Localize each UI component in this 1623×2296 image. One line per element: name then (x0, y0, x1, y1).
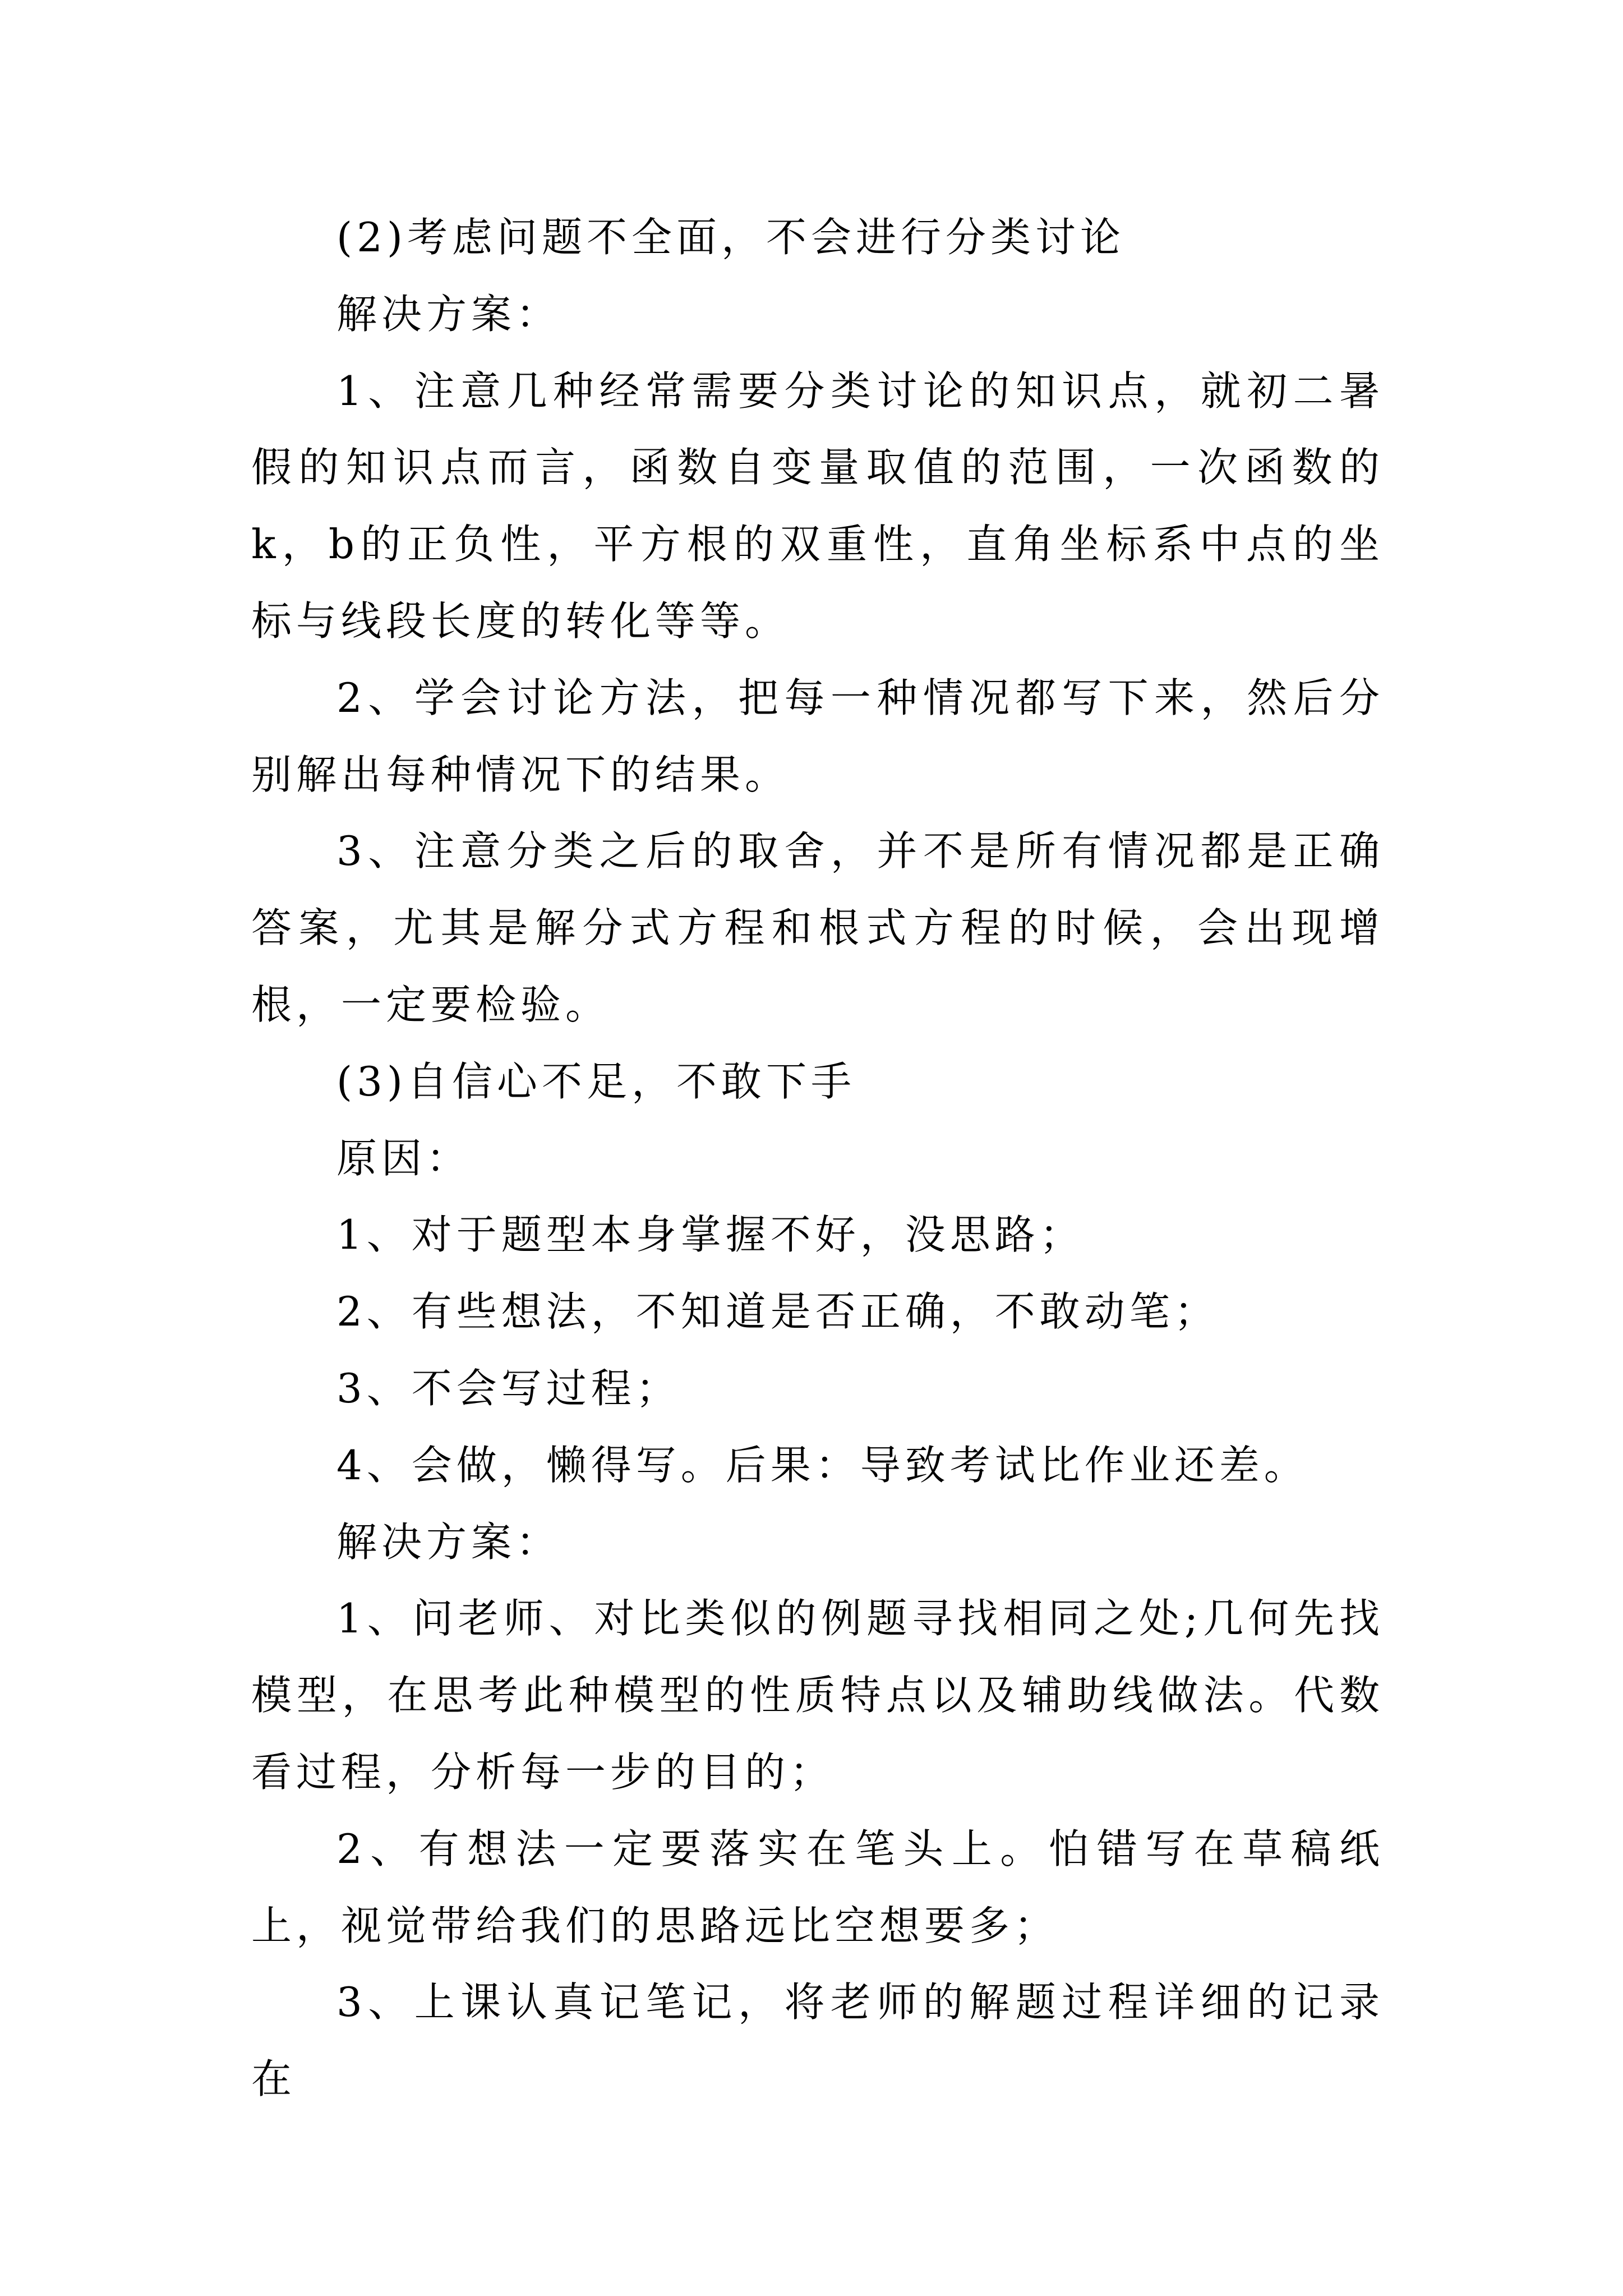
cause-item-2: 2、有些想法，不知道是否正确，不敢动笔； (336, 1288, 1219, 1336)
solution-2-item-2: 2、有想法一定要落实在笔头上。怕错写在草稿纸上，视觉带给我们的思路远比空想要多； (251, 1825, 1384, 1949)
label-solution-2: 解决方案： (336, 1518, 561, 1566)
solution-item-3: 3、注意分类之后的取舍，并不是所有情况都是正确答案，尤其是解分式方程和根式方程的时候，会出现增根，一定要检验。 (251, 827, 1384, 1028)
heading-issue-2: (2)考虑问题不全面，不会进行分类讨论 (336, 214, 1125, 261)
cause-item-3: 3、不会写过程； (336, 1364, 681, 1412)
solution-item-2: 2、学会讨论方法，把每一种情况都写下来，然后分别解出每种情况下的结果。 (251, 674, 1384, 798)
solution-2-item-1: 1、问老师、对比类似的例题寻找相同之处;几何先找模型，在思考此种模型的性质特点以及辅助线做法。代数看过程，分析每一步的目的； (251, 1595, 1384, 1796)
solution-item-1: 1、注意几种经常需要分类讨论的知识点，就初二暑假的知识点而言，函数自变量取值的范围，一次函数的k，b的正负性，平方根的双重性，直角坐标系中点的坐标与线段长度的转化等等。 (251, 367, 1384, 645)
label-cause: 原因： (336, 1134, 472, 1182)
solution-2-item-3: 3、上课认真记笔记，将老师的解题过程详细的记录在 (251, 1978, 1384, 2103)
cause-item-1: 1、对于题型本身掌握不好，没思路； (336, 1211, 1085, 1259)
document-body (251, 199, 1384, 2118)
heading-issue-3: (3)自信心不足，不敢下手 (336, 1057, 856, 1105)
cause-item-4: 4、会做，懒得写。后果：导致考试比作业还差。 (336, 1441, 1309, 1489)
label-solution: 解决方案： (336, 290, 561, 338)
